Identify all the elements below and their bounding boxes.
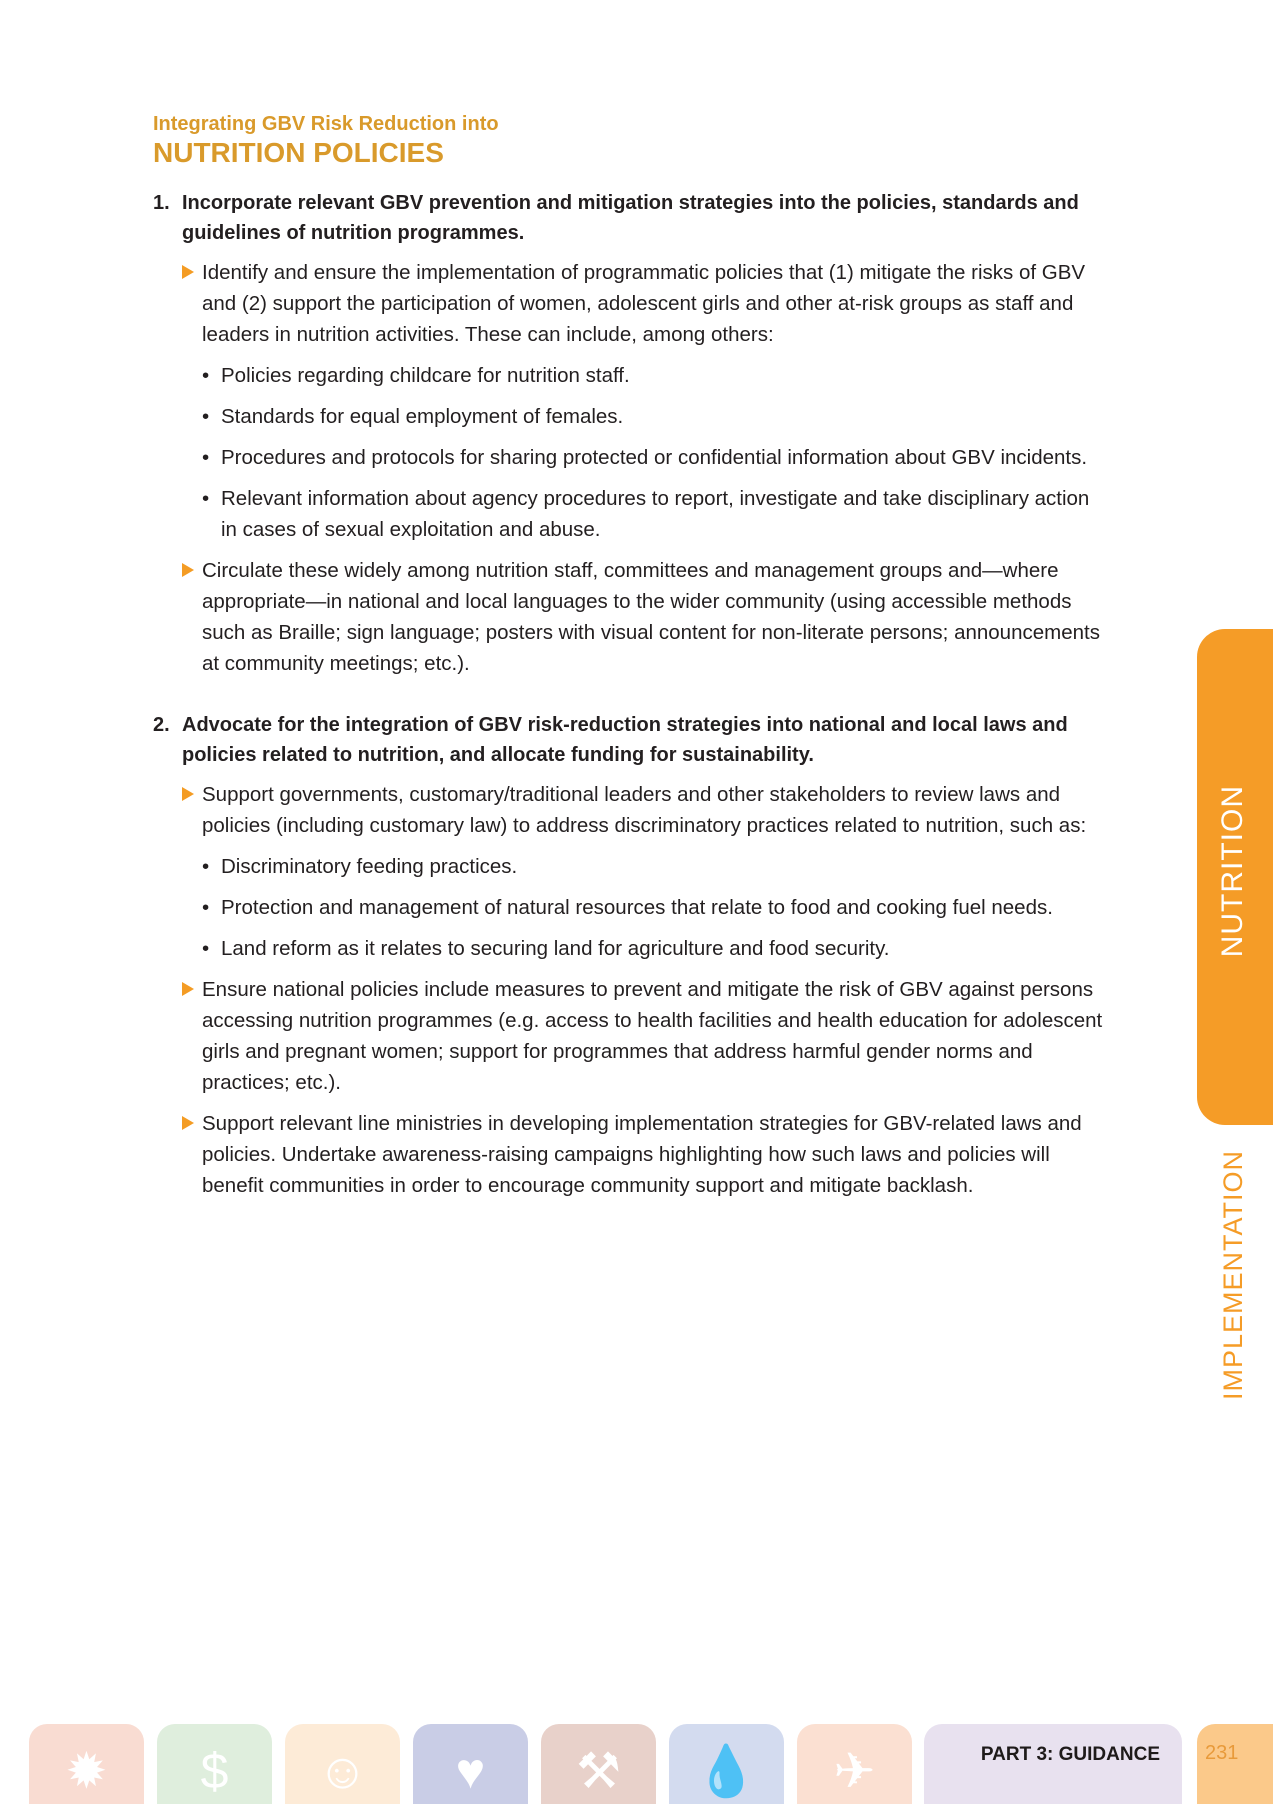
page-title: NUTRITION POLICIES — [153, 137, 444, 168]
money-plant-icon: $ — [200, 1743, 229, 1799]
arrow-bullet-icon — [182, 265, 194, 279]
hands-protection-icon: ♥ — [455, 1743, 486, 1799]
footer-tile-nutrition[interactable] — [285, 1724, 400, 1804]
section-number: 2. — [153, 714, 170, 736]
action-text: Ensure national policies include measures to prevent and mitigate the risk of GBV against persons accessing nutrition programmes (e.g. access to health facilities and health education for adolescent girls and pregnant women; support for programmes that address harmful gender norms and practices; etc.). — [202, 978, 1103, 1094]
action-item — [182, 779, 1103, 841]
list-item: • Policies regarding childcare for nutrition staff. — [182, 360, 1103, 391]
arrow-bullet-icon — [182, 1116, 194, 1130]
list-item: • Standards for equal employment of females. — [182, 401, 1103, 432]
footer-tile-wash[interactable] — [669, 1724, 784, 1804]
action-text: Circulate these widely among nutrition staff, committees and management groups and—where appropriate—in national and local languages to the wider community (using accessible methods such as Braille; sign language; posters with visual content for non-literate persons; announcements at community meetings; etc.). — [202, 559, 1100, 675]
footer-tile-protection[interactable] — [413, 1724, 528, 1804]
bullet-list — [182, 851, 1103, 964]
footer-tile-shelter[interactable] — [541, 1724, 656, 1804]
footer-section-label: PART 3: GUIDANCE — [980, 1744, 1160, 1765]
bullet-dot-icon: • — [202, 446, 210, 469]
footer-tile-livelihoods[interactable] — [157, 1724, 272, 1804]
section-1 — [153, 188, 1103, 679]
section-2 — [153, 710, 1103, 1201]
page-number: 231 — [1205, 1742, 1239, 1764]
arrow-bullet-icon — [182, 787, 194, 801]
bullet-dot-icon: • — [202, 364, 210, 387]
arrow-bullet-icon — [182, 563, 194, 577]
main-content — [153, 112, 1103, 1211]
action-item — [182, 1108, 1103, 1201]
airplane-icon: ✈ — [833, 1743, 876, 1799]
page-number-tab — [1197, 1724, 1273, 1804]
list-item: • Protection and management of natural resources that relate to food and cooking fuel needs. — [182, 892, 1103, 923]
bullet-dot-icon: • — [202, 487, 210, 510]
list-item: • Land reform as it relates to securing land for agriculture and food security. — [182, 933, 1103, 964]
list-item: • Relevant information about agency procedures to report, investigate and take disciplinary action in cases of sexual exploitation and abuse. — [182, 483, 1103, 545]
section-heading: Advocate for the integration of GBV risk-reduction strategies into national and local laws and policies related to nutrition, and allocate funding for sustainability. — [182, 714, 1068, 766]
construction-icon: ⚒ — [576, 1743, 621, 1799]
bullet-dot-icon: • — [202, 855, 210, 878]
page-kicker: Integrating GBV Risk Reduction into — [153, 113, 499, 135]
section-heading: Incorporate relevant GBV prevention and mitigation strategies into the policies, standards and guidelines of nutrition programmes. — [182, 192, 1079, 244]
bullet-list — [182, 360, 1103, 545]
bullet-dot-icon: • — [202, 896, 210, 919]
side-tab-implementation[interactable]: IMPLEMENTATION — [1218, 1150, 1248, 1401]
action-item — [182, 257, 1103, 350]
action-text: Identify and ensure the implementation of programmatic policies that (1) mitigate the risks of GBV and (2) support the participation of women, adolescent girls and other at-risk groups as staff and leaders in nutrition activities. These can include, among others: — [202, 261, 1086, 346]
action-text: Support relevant line ministries in developing implementation strategies for GBV-related laws and policies. Undertake awareness-raising campaigns highlighting how such laws and policies will benefit communities in order to encourage community support and mitigate backlash. — [202, 1112, 1082, 1197]
footer-tile-logistics[interactable] — [797, 1724, 912, 1804]
footer-section-tab[interactable] — [924, 1724, 1182, 1804]
list-item: • Discriminatory feeding practices. — [182, 851, 1103, 882]
arrow-bullet-icon — [182, 982, 194, 996]
explosion-icon: ✹ — [65, 1743, 108, 1799]
list-item: • Procedures and protocols for sharing protected or confidential information about GBV incidents. — [182, 442, 1103, 473]
action-item — [182, 974, 1103, 1098]
footer-tile-camp[interactable] — [29, 1724, 144, 1804]
water-tap-icon: 💧 — [695, 1743, 758, 1799]
section-number: 1. — [153, 192, 170, 214]
action-text: Support governments, customary/traditional leaders and other stakeholders to review laws and policies (including customary law) to address discriminatory practices related to nutrition, such as: — [202, 783, 1087, 837]
child-face-icon: ☺ — [316, 1743, 369, 1799]
side-tab-nutrition-label: NUTRITION — [1216, 785, 1249, 958]
bullet-dot-icon: • — [202, 405, 210, 428]
bullet-dot-icon: • — [202, 937, 210, 960]
action-item — [182, 555, 1103, 679]
